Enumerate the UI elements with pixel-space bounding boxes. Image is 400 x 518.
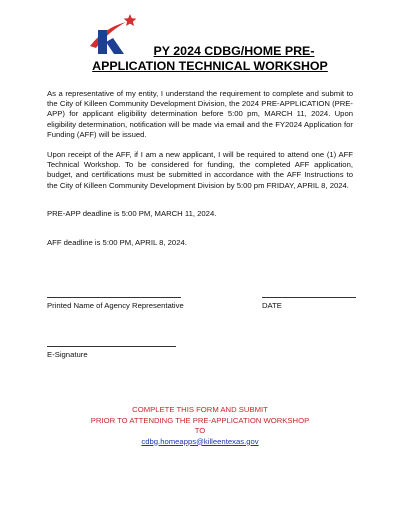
submission-instructions bbox=[60, 405, 340, 447]
aff-deadline-text: AFF deadline is 5:00 PM, APRIL 8, 2024. bbox=[47, 238, 187, 247]
document-title bbox=[60, 44, 360, 74]
logo-star-icon bbox=[124, 14, 137, 26]
printed-name-signature-line[interactable] bbox=[47, 297, 181, 298]
submission-email-link[interactable]: cdbg.homeapps@killeentexas.gov bbox=[141, 436, 259, 446]
preapp-deadline-text: PRE-APP deadline is 5:00 PM, MARCH 11, 2024. bbox=[47, 209, 217, 218]
acknowledgement-paragraph: As a representative of my entity, I understand the requirement to complete and submit to the City of Killeen Community Development Division, the 2024 PRE-APPLICATION (PRE-APP) for applicant eligibility determination before 5:00 pm, MARCH 11, 2024. Upon eligibility determination, notification will be made via email and the FY2024 Application for Funding (AFF) will be issued. bbox=[47, 89, 353, 139]
footer-line-3: TO bbox=[194, 426, 206, 435]
e-signature-label: E-Signature bbox=[47, 350, 88, 359]
aff-requirements-paragraph: Upon receipt of the AFF, if I am a new applicant, I will be required to attend one (1) AFF Technical Workshop. To be considered for funding, the completed AFF application, budget, and certifications must be submitted in accordance with the AFF Instructions to the City of Killeen Community Development Division by 5:00 pm FRIDAY, APRIL 8, 2024. bbox=[47, 150, 353, 190]
date-signature-line[interactable] bbox=[262, 297, 356, 298]
title-line-2: APPLICATION TECHNICAL WORKSHOP bbox=[92, 59, 328, 73]
footer-line-2: PRIOR TO ATTENDING THE PRE-APPLICATION WORKSHOP bbox=[90, 415, 310, 425]
footer-line-1: COMPLETE THIS FORM AND SUBMIT bbox=[132, 405, 268, 414]
date-label: DATE bbox=[262, 301, 282, 310]
e-signature-line[interactable] bbox=[47, 346, 176, 347]
title-line-1: PY 2024 CDBG/HOME PRE- bbox=[153, 44, 315, 58]
printed-name-label: Printed Name of Agency Representative bbox=[47, 301, 184, 310]
